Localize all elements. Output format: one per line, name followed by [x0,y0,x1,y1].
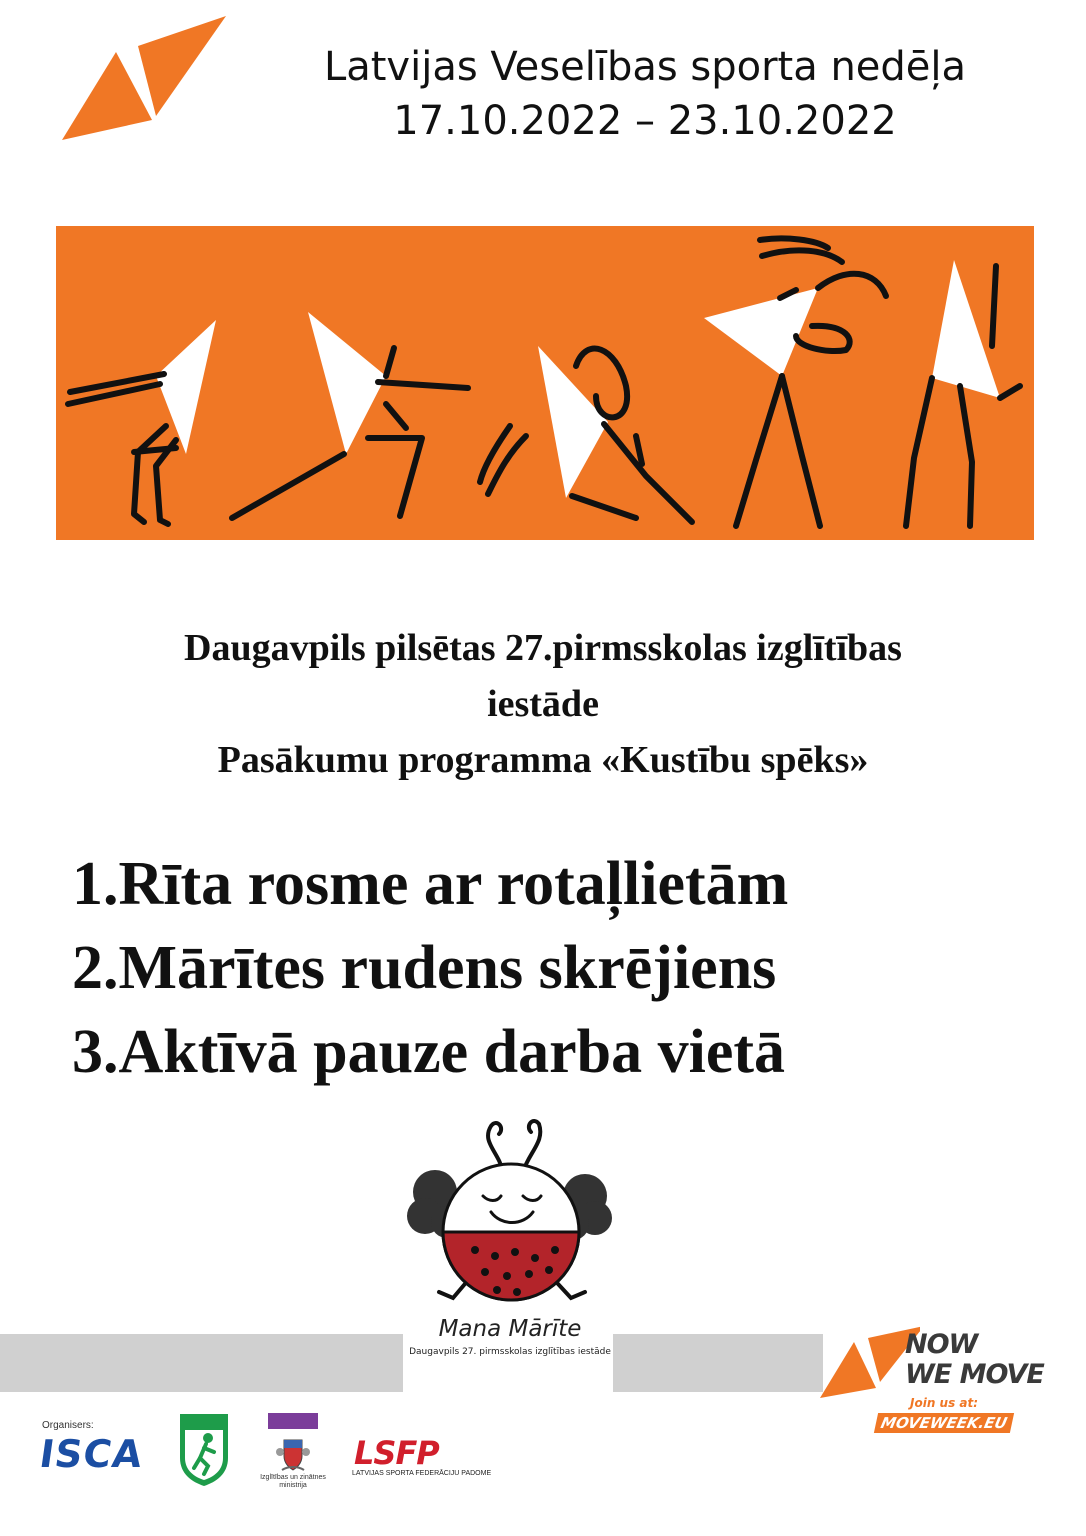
moveweek-logo-icon [60,12,230,147]
institution-name-cont: iestāde [487,683,599,725]
program-title: Pasākumu programma «Kustību spēks» [217,739,869,781]
stick-figures-illustration [56,226,1034,540]
slogan-line: WE MOVE [905,1359,1044,1390]
institution-block [60,620,1026,788]
isca-logo: ISCA [36,1432,146,1476]
exercise-banner [56,226,1034,540]
organisers-label: Organisers: [42,1420,94,1431]
list-item: 3.Aktīvā pauze darba vietā [72,1018,785,1086]
ladybug-mascot-icon [395,1112,625,1342]
list-item: 2.Mārītes rudens skrējiens [72,934,777,1002]
page-title [250,40,1040,148]
ltsa-shield-icon [178,1414,230,1488]
footer-bar-left [0,1334,403,1392]
program-list [72,842,1032,1094]
mascot-caption: Daugavpils 27. pirmsskolas izglītības iestāde [409,1347,611,1357]
title-line: Latvijas Veselības sporta nedēļa [323,44,967,90]
list-item: 1.Rīta rosme ar rotaļlietām [72,850,789,918]
now-we-move-slogan [905,1330,1065,1390]
join-label: Join us at: [910,1396,979,1410]
footer-bar-right [613,1334,823,1392]
ministry-caption: Izglītības un zinātnes ministrija [260,1474,326,1489]
date-range: 17.10.2022 – 23.10.2022 [393,98,897,144]
moveweek-link[interactable]: MOVEWEEK.EU [874,1413,1014,1433]
slogan-line: NOW [905,1329,978,1360]
mascot-name: Mana Mārīte [438,1316,582,1342]
latvia-coat-of-arms-icon [276,1434,310,1472]
lsfp-logo: LSFP [354,1434,439,1472]
ministry-color-bar [268,1413,318,1429]
lsfp-caption: LATVIJAS SPORTA FEDERĀCIJU PADOME [352,1470,492,1477]
institution-name: Daugavpils pilsētas 27.pirmsskolas izglītības [184,627,902,669]
